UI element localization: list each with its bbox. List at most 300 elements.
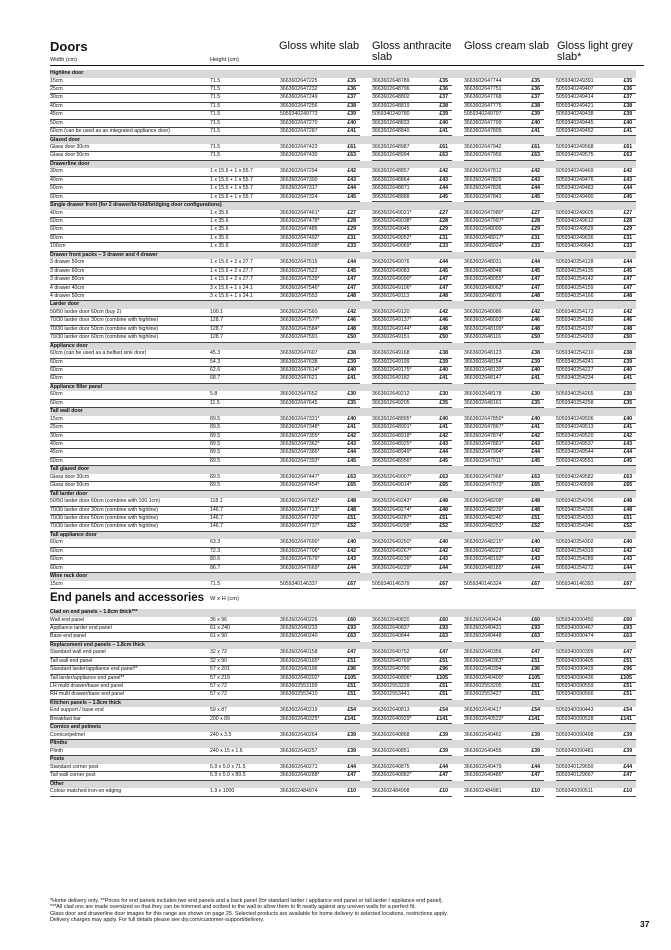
item-description: 30cm bbox=[50, 94, 210, 102]
product-code: 5059340254272 bbox=[556, 564, 612, 572]
table-row bbox=[50, 309, 644, 317]
table-row bbox=[50, 748, 644, 756]
column-gap bbox=[360, 267, 372, 275]
item-description: 60cm bbox=[50, 366, 210, 374]
product-code: 5059340090528 bbox=[556, 715, 612, 723]
price: £10 bbox=[336, 788, 360, 796]
column-gap bbox=[452, 226, 464, 234]
product-code: 3663602648802 bbox=[372, 94, 428, 102]
column-gap bbox=[360, 633, 372, 641]
column-gap bbox=[544, 185, 556, 193]
product-code: 3663602648956* bbox=[372, 457, 428, 465]
product-code: 3663602640844 bbox=[372, 633, 428, 641]
column-gap bbox=[452, 440, 464, 448]
column-gap bbox=[544, 243, 556, 251]
price: £48 bbox=[428, 498, 452, 506]
product-code: 3663602647386* bbox=[280, 449, 336, 457]
table-row bbox=[50, 674, 644, 682]
item-dimensions: 71.5 bbox=[210, 102, 280, 110]
product-code: 3663602648253* bbox=[464, 523, 520, 531]
column-gap bbox=[360, 515, 372, 523]
price: £48 bbox=[520, 498, 544, 506]
price: £93 bbox=[428, 625, 452, 633]
column-gap bbox=[360, 284, 372, 292]
price: £41 bbox=[336, 424, 360, 432]
price: £42 bbox=[520, 547, 544, 555]
table-row bbox=[50, 234, 644, 242]
price: £54 bbox=[612, 707, 636, 715]
column-gap bbox=[544, 424, 556, 432]
column-gap bbox=[636, 564, 644, 572]
column-gap bbox=[544, 119, 556, 127]
price: £60 bbox=[520, 617, 544, 625]
column-gap bbox=[544, 94, 556, 102]
column-gap bbox=[452, 276, 464, 284]
column-gap bbox=[360, 259, 372, 267]
price: £141 bbox=[428, 715, 452, 723]
height-column-header: Height (cm) bbox=[210, 57, 239, 63]
column-gap bbox=[636, 86, 644, 94]
price: £27 bbox=[612, 210, 636, 218]
item-description: Tall wall end panel bbox=[50, 657, 210, 665]
column-gap bbox=[452, 152, 464, 160]
section-title: Tall appliance door bbox=[50, 531, 636, 539]
product-code: 3663602647393* bbox=[280, 457, 336, 465]
section-title: Posts bbox=[50, 756, 636, 764]
column-gap bbox=[544, 284, 556, 292]
product-code: 3663602647850* bbox=[464, 416, 520, 424]
section-title: Single drawer front (for 2 drawer/bi-fold/bridging door configurations) bbox=[50, 202, 636, 210]
column-gap bbox=[544, 449, 556, 457]
column-gap bbox=[544, 416, 556, 424]
column-gap bbox=[360, 498, 372, 506]
product-code: 5059340146379 bbox=[372, 581, 428, 589]
product-code: 3663602647980* bbox=[464, 210, 520, 218]
column-gap bbox=[360, 193, 372, 201]
product-code: 3663602640219 bbox=[280, 707, 336, 715]
price: £35 bbox=[336, 78, 360, 86]
price: £48 bbox=[520, 325, 544, 333]
price: £60 bbox=[336, 617, 360, 625]
item-description: 45cm bbox=[50, 449, 210, 457]
column-gap bbox=[636, 633, 644, 641]
product-code: 5059340249407 bbox=[556, 86, 612, 94]
price: £28 bbox=[336, 218, 360, 226]
product-code: 3663602647430 bbox=[280, 152, 336, 160]
column-gap bbox=[360, 788, 372, 796]
product-code: 3663602647324 bbox=[280, 193, 336, 201]
price: £41 bbox=[520, 128, 544, 136]
column-gap bbox=[636, 539, 644, 547]
table-row bbox=[50, 176, 644, 184]
width-column-header: Width (cm) bbox=[50, 57, 78, 63]
item-dimensions: 146.7 bbox=[210, 506, 280, 514]
column-gap bbox=[452, 625, 464, 633]
item-description: 15cm bbox=[50, 416, 210, 424]
column-gap bbox=[636, 243, 644, 251]
item-description: Tall wall corner post bbox=[50, 772, 210, 780]
item-description: 60cm bbox=[50, 556, 210, 564]
price: £35 bbox=[428, 78, 452, 86]
section-title: Replacement end panels – 1.8cm thick bbox=[50, 641, 636, 649]
column-gap bbox=[636, 674, 644, 682]
item-description: 60cm bbox=[50, 375, 210, 383]
product-code: 3663602647591 bbox=[280, 334, 336, 342]
column-gap bbox=[452, 144, 464, 152]
item-dimensions: 5.9 x 5.9 x 71.5 bbox=[210, 764, 280, 772]
price: £47 bbox=[428, 772, 452, 780]
item-description: 3 drawer 80cm bbox=[50, 276, 210, 284]
product-code: 3663602647478* bbox=[280, 218, 336, 226]
column-gap bbox=[636, 424, 644, 432]
item-description: 60cm (can be used as an integrated appliance door) bbox=[50, 128, 210, 136]
section-title: Appliance door bbox=[50, 342, 636, 350]
product-code: 3663602647447* bbox=[280, 474, 336, 482]
column-gap bbox=[636, 547, 644, 555]
product-code: 3663602640400* bbox=[464, 674, 520, 682]
table-row bbox=[50, 416, 644, 424]
column-gap bbox=[360, 243, 372, 251]
column-gap bbox=[360, 564, 372, 572]
item-dimensions: 71.5 bbox=[210, 128, 280, 136]
price: £51 bbox=[520, 683, 544, 691]
column-gap bbox=[452, 358, 464, 366]
price: £31 bbox=[336, 234, 360, 242]
price: £44 bbox=[612, 259, 636, 267]
column-gap bbox=[452, 649, 464, 657]
product-code: 5059340129667 bbox=[556, 772, 612, 780]
column-gap bbox=[636, 366, 644, 374]
table-row bbox=[50, 581, 644, 589]
product-code: 3663602640875 bbox=[372, 764, 428, 772]
column-gap bbox=[360, 102, 372, 110]
product-code: 3663602649274* bbox=[372, 506, 428, 514]
table-row bbox=[50, 276, 644, 284]
table-row bbox=[50, 210, 644, 218]
price: £48 bbox=[520, 292, 544, 300]
product-code: 3663602648789 bbox=[372, 78, 428, 86]
column-gap bbox=[544, 539, 556, 547]
price: £50 bbox=[428, 334, 452, 342]
price: £46 bbox=[428, 317, 452, 325]
price: £63 bbox=[428, 474, 452, 482]
product-code: 5059340090566 bbox=[556, 691, 612, 699]
column-gap bbox=[636, 482, 644, 490]
price: £51 bbox=[520, 657, 544, 665]
item-description: 15cm bbox=[50, 581, 210, 589]
price: £47 bbox=[336, 649, 360, 657]
product-code: 3663602553410 bbox=[280, 691, 336, 699]
product-code: 3663602640158 bbox=[280, 649, 336, 657]
item-dimensions: 72.3 bbox=[210, 547, 280, 555]
price: £42 bbox=[520, 432, 544, 440]
column-gap bbox=[544, 788, 556, 796]
table-row bbox=[50, 666, 644, 674]
section-header bbox=[50, 160, 644, 168]
item-dimensions: 100.1 bbox=[210, 309, 280, 317]
price: £65 bbox=[428, 482, 452, 490]
column-gap bbox=[452, 772, 464, 780]
item-description: End support / base end bbox=[50, 707, 210, 715]
price: £41 bbox=[612, 375, 636, 383]
section-header bbox=[50, 699, 644, 707]
doors-table bbox=[50, 70, 644, 589]
product-code: 3663602647973* bbox=[464, 482, 520, 490]
column-gap bbox=[360, 556, 372, 564]
product-gloss-anthracite: Gloss anthracite slab bbox=[372, 40, 452, 63]
column-gap bbox=[360, 707, 372, 715]
product-code: 5059340249605 bbox=[556, 210, 612, 218]
price: £93 bbox=[612, 625, 636, 633]
price: £44 bbox=[336, 764, 360, 772]
product-code: 3663602647690* bbox=[280, 539, 336, 547]
product-code: 5059340090498 bbox=[556, 732, 612, 740]
price: £41 bbox=[520, 375, 544, 383]
column-gap bbox=[452, 424, 464, 432]
product-code: 3663602553229 bbox=[372, 683, 428, 691]
item-description: 50cm bbox=[50, 218, 210, 226]
column-gap bbox=[636, 309, 644, 317]
product-code: 3663602648055* bbox=[464, 276, 520, 284]
column-gap bbox=[544, 350, 556, 358]
item-description: 50cm bbox=[50, 119, 210, 127]
price: £60 bbox=[612, 617, 636, 625]
table-row bbox=[50, 152, 644, 160]
product-code: 3663602648796 bbox=[372, 86, 428, 94]
column-gap bbox=[452, 111, 464, 119]
column-gap bbox=[360, 334, 372, 342]
footnote: Glass door and drawerline door images for this range are shown on page 25. Selected products are available for home delivery to selected locations, restrictions apply. bbox=[50, 910, 448, 917]
price: £40 bbox=[336, 539, 360, 547]
price: £30 bbox=[428, 391, 452, 399]
price: £41 bbox=[612, 128, 636, 136]
price: £44 bbox=[520, 449, 544, 457]
column-gap bbox=[636, 474, 644, 482]
column-gap bbox=[636, 317, 644, 325]
column-gap bbox=[636, 185, 644, 193]
product-code: 3663602648888 bbox=[372, 193, 428, 201]
price: £61 bbox=[520, 144, 544, 152]
price: £63 bbox=[520, 152, 544, 160]
column-gap bbox=[360, 482, 372, 490]
product-code: 3663602649287* bbox=[372, 515, 428, 523]
product-code: 5059340254197 bbox=[556, 325, 612, 333]
footnote: *Home delivery only. **Prices for end panels includes two end panels and a back panel (for standard larder / appliance end panel or tall larder / appliance end panel). bbox=[50, 898, 444, 904]
product-code: 5059340090405 bbox=[556, 657, 612, 665]
product-code: 3663602648208* bbox=[464, 498, 520, 506]
section-header bbox=[50, 609, 644, 617]
price: £39 bbox=[428, 111, 452, 119]
column-gap bbox=[360, 309, 372, 317]
price: £42 bbox=[612, 547, 636, 555]
column-gap bbox=[544, 259, 556, 267]
table-row bbox=[50, 375, 644, 383]
column-gap bbox=[636, 375, 644, 383]
product-code: 3663602648994 bbox=[372, 152, 428, 160]
product-code: 5059340090399 bbox=[556, 649, 612, 657]
item-description: 70/30 larder door 60cm (combine with highline) bbox=[50, 334, 210, 342]
column-gap bbox=[452, 788, 464, 796]
table-row bbox=[50, 432, 644, 440]
table-row bbox=[50, 715, 644, 723]
product-code: 3663602648192* bbox=[464, 556, 520, 564]
doors-title: Doors bbox=[50, 39, 88, 54]
product-code: 3663602640769* bbox=[372, 657, 428, 665]
item-description: Breakfast bar bbox=[50, 715, 210, 723]
table-row bbox=[50, 119, 644, 127]
product-code: 3663602647546* bbox=[280, 284, 336, 292]
price: £63 bbox=[336, 633, 360, 641]
column-gap bbox=[636, 210, 644, 218]
column-gap bbox=[544, 474, 556, 482]
column-gap bbox=[360, 399, 372, 407]
column-gap bbox=[360, 350, 372, 358]
section-title: Tall glazed door bbox=[50, 466, 636, 474]
table-row bbox=[50, 399, 644, 407]
item-dimensions: 71.5 bbox=[210, 111, 280, 119]
price: £10 bbox=[520, 788, 544, 796]
item-description: 50cm bbox=[50, 185, 210, 193]
column-gap bbox=[544, 482, 556, 490]
item-dimensions: 89.5 bbox=[210, 440, 280, 448]
item-description: Colour matched iron-on edging bbox=[50, 788, 210, 796]
section-header bbox=[50, 202, 644, 210]
price: £47 bbox=[612, 284, 636, 292]
product-code: 3663602484981 bbox=[464, 788, 520, 796]
price: £39 bbox=[428, 732, 452, 740]
column-gap bbox=[360, 78, 372, 86]
price: £36 bbox=[428, 86, 452, 94]
table-row bbox=[50, 482, 644, 490]
price: £47 bbox=[428, 284, 452, 292]
item-dimensions: 146.7 bbox=[210, 515, 280, 523]
item-description: 70/30 larder door 30cm (combine with highline) bbox=[50, 506, 210, 514]
item-description: 40cm bbox=[50, 176, 210, 184]
section-title: Cornice and pelmets bbox=[50, 724, 636, 732]
product-code: 3663602649113 bbox=[372, 292, 428, 300]
price: £35 bbox=[428, 399, 452, 407]
product-code: 3663602640486* bbox=[464, 772, 520, 780]
price: £38 bbox=[612, 102, 636, 110]
price: £51 bbox=[428, 683, 452, 691]
item-dimensions: 57 x 201 bbox=[210, 666, 280, 674]
column-gap bbox=[360, 234, 372, 242]
price: £35 bbox=[520, 78, 544, 86]
column-gap bbox=[452, 284, 464, 292]
price: £51 bbox=[612, 691, 636, 699]
price: £51 bbox=[428, 691, 452, 699]
column-gap bbox=[636, 259, 644, 267]
column-gap bbox=[360, 764, 372, 772]
table-row bbox=[50, 633, 644, 641]
product-code: 3663602647638 bbox=[280, 358, 336, 366]
column-gap bbox=[636, 666, 644, 674]
product-code: 3663602648093* bbox=[464, 317, 520, 325]
section-header bbox=[50, 136, 644, 144]
price: £40 bbox=[520, 539, 544, 547]
price: £35 bbox=[612, 78, 636, 86]
item-dimensions: 63.3 bbox=[210, 539, 280, 547]
item-description: Cornice/pelmet bbox=[50, 732, 210, 740]
product-code: 5059340090443 bbox=[556, 707, 612, 715]
table-row bbox=[50, 78, 644, 86]
product-code: 5059340249612 bbox=[556, 218, 612, 226]
price: £63 bbox=[612, 633, 636, 641]
column-gap bbox=[452, 119, 464, 127]
price: £54 bbox=[336, 707, 360, 715]
product-code: 3663602647553 bbox=[280, 292, 336, 300]
column-gap bbox=[452, 243, 464, 251]
table-row bbox=[50, 683, 644, 691]
product-code: 3663602649014* bbox=[372, 482, 428, 490]
column-gap bbox=[452, 432, 464, 440]
price: £44 bbox=[428, 564, 452, 572]
price: £105 bbox=[520, 674, 544, 682]
price: £42 bbox=[520, 168, 544, 176]
product-gloss-white: Gloss white slab bbox=[279, 40, 360, 52]
price: £39 bbox=[336, 358, 360, 366]
price: £96 bbox=[428, 666, 452, 674]
panels-header bbox=[50, 592, 644, 609]
price: £60 bbox=[428, 617, 452, 625]
item-description: Standard larder/appliance end panel** bbox=[50, 666, 210, 674]
product-code: 5059340129650 bbox=[556, 764, 612, 772]
price: £27 bbox=[520, 210, 544, 218]
price: £67 bbox=[520, 581, 544, 589]
table-row bbox=[50, 625, 644, 633]
column-gap bbox=[452, 185, 464, 193]
column-gap bbox=[452, 366, 464, 374]
product-code: 5059340249513 bbox=[556, 424, 612, 432]
price: £48 bbox=[612, 292, 636, 300]
item-description: 60cm bbox=[50, 358, 210, 366]
price: £33 bbox=[428, 243, 452, 251]
product-code: 3663602647423 bbox=[280, 144, 336, 152]
product-code: 3663602647515 bbox=[280, 259, 336, 267]
column-gap bbox=[360, 674, 372, 682]
table-row bbox=[50, 556, 644, 564]
item-dimensions: 71.5 bbox=[210, 94, 280, 102]
column-gap bbox=[544, 152, 556, 160]
table-row bbox=[50, 772, 644, 780]
product-code: 5059340249629 bbox=[556, 226, 612, 234]
column-gap bbox=[636, 292, 644, 300]
price: £38 bbox=[336, 350, 360, 358]
item-dimensions: 89.5 bbox=[210, 416, 280, 424]
column-gap bbox=[544, 523, 556, 531]
price: £29 bbox=[520, 226, 544, 234]
product-code: 3663602649236* bbox=[372, 556, 428, 564]
column-gap bbox=[452, 523, 464, 531]
table-row bbox=[50, 226, 644, 234]
column-gap bbox=[452, 218, 464, 226]
column-gap bbox=[452, 334, 464, 342]
product-code: 3663602640929* bbox=[372, 715, 428, 723]
product-code: 3663602640752 bbox=[372, 649, 428, 657]
section-title: Drawerline door bbox=[50, 160, 636, 168]
price: £47 bbox=[336, 276, 360, 284]
price: £38 bbox=[428, 350, 452, 358]
table-row bbox=[50, 317, 644, 325]
product-code: 3663602649069* bbox=[372, 243, 428, 251]
product-code: 3663602647683* bbox=[280, 498, 336, 506]
price: £46 bbox=[612, 317, 636, 325]
product-code: 3663602648871 bbox=[372, 185, 428, 193]
product-code: 3663602649199 bbox=[372, 358, 428, 366]
price: £45 bbox=[612, 193, 636, 201]
product-code: 3663602647652 bbox=[280, 391, 336, 399]
price: £48 bbox=[336, 506, 360, 514]
